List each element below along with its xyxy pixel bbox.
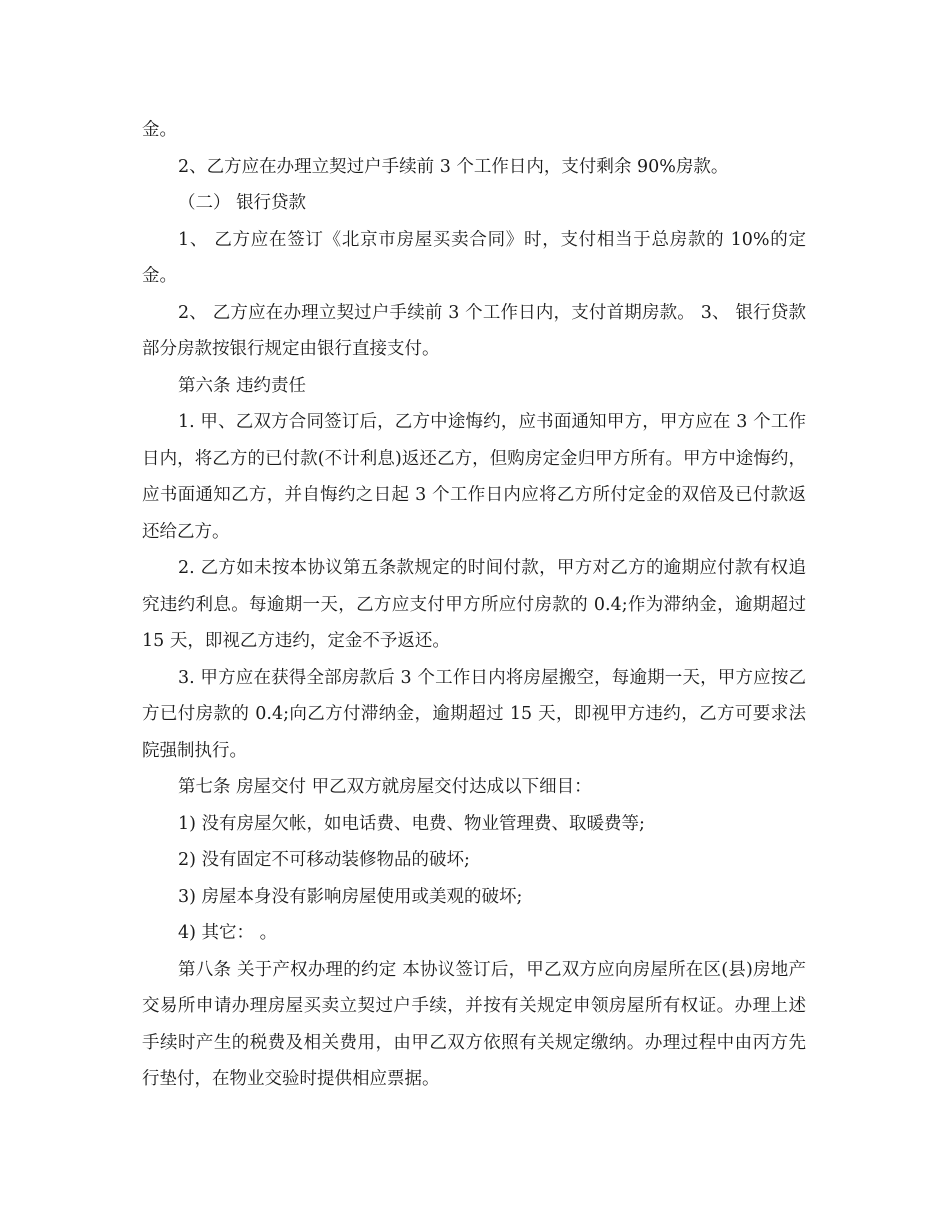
paragraph-loan-2-3: 2、 乙方应在办理立契过户手续前 3 个工作日内，支付首期房款。 3、 银行贷款部分房款按银行规定由银行直接支付。: [142, 302, 806, 359]
document-body: [142, 112, 806, 1098]
paragraph-loan-1: 1、 乙方应在签订《北京市房屋买卖合同》时，支付相当于总房款的 10%的定金。: [142, 229, 806, 286]
paragraph-full-payment-2: 2、乙方应在办理立契过户手续前 3 个工作日内，支付剩余 90%房款。: [178, 156, 729, 177]
heading-article-6: 第六条 违约责任: [178, 375, 307, 396]
paragraph-article-8: 第八条 关于产权办理的约定 本协议签订后，甲乙双方应向房屋所在区(县)房地产交易所申请办理房屋买卖立契过户手续，并按有关规定申领房屋所有权证。办理上述手续时产生的税费及相关费用，由甲乙双方依照有关规定缴纳。办理过程中由丙方先行垫付，在物业交验时提供相应票据。: [142, 959, 806, 1089]
paragraph-deposit-end: 金。: [142, 120, 177, 140]
paragraph-breach-2: 2. 乙方如未按本协议第五条款规定的时间付款，甲方对乙方的逾期应付款有权追究违约利息。每逾期一天，乙方应支付甲方所应付房款的 0.4;作为滞纳金，逾期超过 15 天，即视乙方违约，定金不予返还。: [142, 558, 806, 651]
heading-article-7: 第七条 房屋交付 甲乙双方就房屋交付达成以下细目：: [178, 777, 592, 797]
list-item-delivery-3: 3) 房屋本身没有影响房屋使用或美观的破坏;: [178, 886, 523, 907]
paragraph-breach-1: 1. 甲、乙双方合同签订后，乙方中途悔约，应书面通知甲方，甲方应在 3 个工作日内，将乙方的已付款(不计利息)返还乙方，但购房定金归甲方所有。甲方中途悔约，应书面通知乙方，并自悔约之日起 3 个工作日内应将乙方所付定金的双倍及已付款返还给乙方。: [142, 412, 806, 542]
list-item-delivery-2: 2) 没有固定不可移动装修物品的破坏;: [178, 850, 470, 870]
paragraph-breach-3: 3. 甲方应在获得全部房款后 3 个工作日内将房屋搬空，每逾期一天，甲方应按乙方已付房款的 0.4;向乙方付滞纳金，逾期超过 15 天，即视甲方违约，乙方可要求法院强制执行。: [142, 667, 806, 761]
heading-bank-loan: （二） 银行贷款: [178, 193, 307, 213]
list-item-delivery-1: 1) 没有房屋欠帐，如电话费、电费、物业管理费、取暖费等;: [178, 813, 645, 834]
list-item-delivery-4: 4) 其它： 。: [178, 923, 278, 943]
